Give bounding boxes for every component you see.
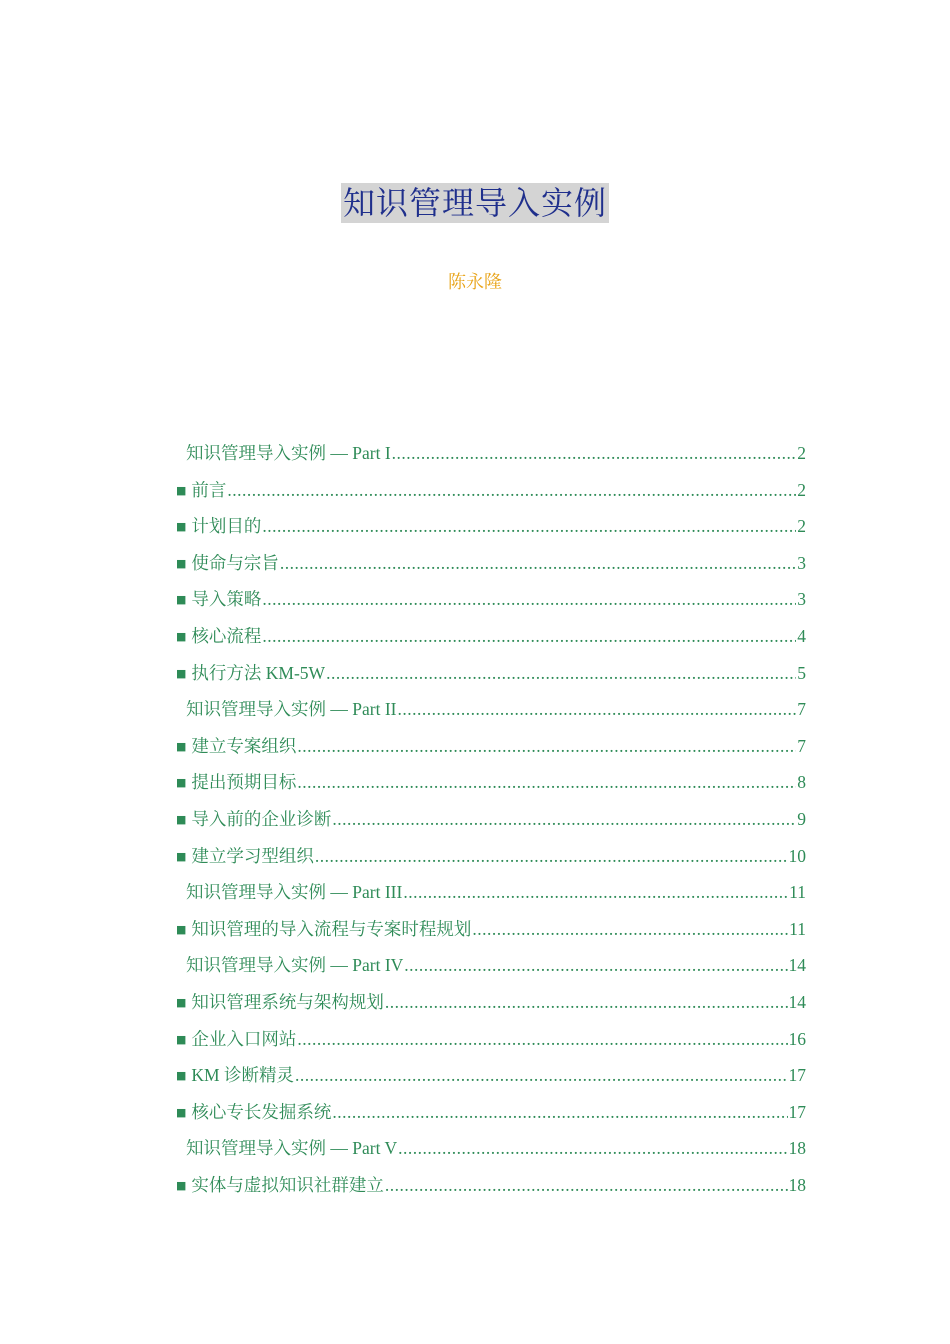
toc-page-number: 7 — [797, 735, 806, 756]
toc-label: 执行方法 KM-5W — [191, 662, 326, 683]
bullet-square-icon: ■ — [176, 629, 187, 643]
toc-label: 使命与宗旨 — [191, 552, 279, 573]
bullet-square-icon: ■ — [176, 593, 187, 607]
toc-entry[interactable] — [176, 843, 806, 880]
toc-dot-leader — [332, 1102, 787, 1123]
toc-label: KM 诊断精灵 — [191, 1065, 294, 1086]
toc-page-number: 18 — [788, 1174, 806, 1195]
toc-part-heading[interactable] — [176, 879, 806, 916]
toc-label: 建立专案组织 — [191, 735, 297, 756]
toc-label: 知识管理的导入流程与专案时程规划 — [191, 918, 472, 939]
toc-label: 导入前的企业诊断 — [191, 808, 332, 829]
toc-page-number: 11 — [789, 918, 806, 939]
toc-label: 导入策略 — [191, 589, 262, 610]
toc-page-number: 2 — [797, 479, 806, 500]
toc-dot-leader — [326, 663, 796, 684]
toc-dot-leader — [262, 626, 796, 647]
toc-dot-leader — [262, 589, 796, 610]
bullet-square-icon: ■ — [176, 849, 187, 863]
toc-dot-leader — [385, 992, 788, 1013]
toc-dot-leader — [295, 1065, 788, 1086]
toc-label: 知识管理导入实例 — Part IV — [186, 955, 404, 976]
document-author: 陈永隆 — [448, 272, 502, 293]
toc-page-number: 18 — [788, 1138, 806, 1159]
document-title: 知识管理导入实例 — [342, 184, 607, 222]
toc-page-number: 3 — [797, 552, 806, 573]
toc-label: 核心流程 — [191, 625, 262, 646]
bullet-square-icon: ■ — [176, 520, 187, 534]
toc-label: 企业入口网站 — [191, 1028, 297, 1049]
bullet-square-icon: ■ — [176, 812, 187, 826]
toc-page-number: 14 — [788, 991, 806, 1012]
bullet-square-icon: ■ — [176, 1069, 187, 1083]
toc-dot-leader — [332, 809, 796, 830]
toc-entry[interactable] — [176, 1172, 806, 1209]
toc-label: 建立学习型组织 — [191, 845, 314, 866]
bullet-square-icon: ■ — [176, 776, 187, 790]
toc-dot-leader — [397, 699, 796, 720]
toc-label: 前言 — [191, 479, 227, 500]
bullet-square-icon: ■ — [176, 1032, 187, 1046]
bullet-square-icon: ■ — [176, 666, 187, 680]
toc-part-heading[interactable] — [176, 1135, 806, 1172]
toc-dot-leader — [392, 443, 797, 464]
toc-entry[interactable] — [176, 1026, 806, 1063]
toc-dot-leader — [280, 553, 796, 574]
toc-entry[interactable] — [176, 769, 806, 806]
table-of-contents — [176, 440, 806, 1208]
toc-page-number: 7 — [797, 699, 806, 720]
toc-page-number: 2 — [797, 516, 806, 537]
toc-dot-leader — [297, 736, 796, 757]
toc-part-heading[interactable] — [176, 440, 806, 477]
toc-entry[interactable] — [176, 989, 806, 1026]
toc-label: 提出预期目标 — [191, 772, 297, 793]
toc-page-number: 14 — [788, 955, 806, 976]
toc-dot-leader — [404, 955, 787, 976]
toc-page-number: 11 — [789, 882, 806, 903]
toc-dot-leader — [315, 846, 788, 867]
toc-page-number: 2 — [797, 443, 806, 463]
toc-entry[interactable] — [176, 586, 806, 623]
bullet-square-icon: ■ — [176, 1178, 187, 1192]
toc-entry[interactable] — [176, 477, 806, 514]
toc-page-number: 9 — [797, 808, 806, 829]
toc-dot-leader — [403, 882, 788, 903]
bullet-square-icon: ■ — [176, 922, 187, 936]
bullet-square-icon: ■ — [176, 995, 187, 1009]
toc-entry[interactable] — [176, 660, 806, 697]
toc-dot-leader — [262, 516, 796, 537]
toc-label: 知识管理导入实例 — Part V — [186, 1138, 398, 1159]
toc-dot-leader — [472, 919, 788, 940]
toc-entry[interactable] — [176, 623, 806, 660]
toc-entry[interactable] — [176, 513, 806, 550]
toc-label: 实体与虚拟知识社群建立 — [191, 1174, 384, 1195]
bullet-square-icon: ■ — [176, 739, 187, 753]
bullet-square-icon: ■ — [176, 556, 187, 570]
bullet-square-icon: ■ — [176, 483, 187, 497]
title-container — [0, 183, 950, 223]
toc-page-number: 5 — [797, 662, 806, 683]
toc-page-number: 16 — [788, 1028, 806, 1049]
toc-entry[interactable] — [176, 1062, 806, 1099]
toc-page-number: 8 — [797, 772, 806, 793]
toc-label: 核心专长发掘系统 — [191, 1101, 332, 1122]
toc-entry[interactable] — [176, 733, 806, 770]
toc-dot-leader — [227, 480, 796, 501]
toc-label: 计划目的 — [191, 516, 262, 537]
toc-entry[interactable] — [176, 550, 806, 587]
toc-part-heading[interactable] — [176, 696, 806, 733]
toc-page-number: 10 — [788, 845, 806, 866]
toc-page-number: 3 — [797, 589, 806, 610]
toc-dot-leader — [385, 1175, 788, 1196]
toc-label: 知识管理导入实例 — Part II — [186, 699, 397, 720]
toc-entry[interactable] — [176, 916, 806, 953]
toc-label: 知识管理导入实例 — Part I — [186, 443, 391, 463]
toc-dot-leader — [398, 1138, 787, 1159]
toc-page-number: 4 — [797, 625, 806, 646]
toc-page-number: 17 — [788, 1101, 806, 1122]
toc-label: 知识管理系统与架构规划 — [191, 991, 384, 1012]
toc-dot-leader — [297, 772, 796, 793]
toc-page-number: 17 — [788, 1065, 806, 1086]
toc-part-heading[interactable] — [176, 952, 806, 989]
toc-entry[interactable] — [176, 806, 806, 843]
toc-label: 知识管理导入实例 — Part III — [186, 882, 403, 903]
toc-entry[interactable] — [176, 1099, 806, 1136]
bullet-square-icon: ■ — [176, 1105, 187, 1119]
toc-dot-leader — [297, 1029, 787, 1050]
